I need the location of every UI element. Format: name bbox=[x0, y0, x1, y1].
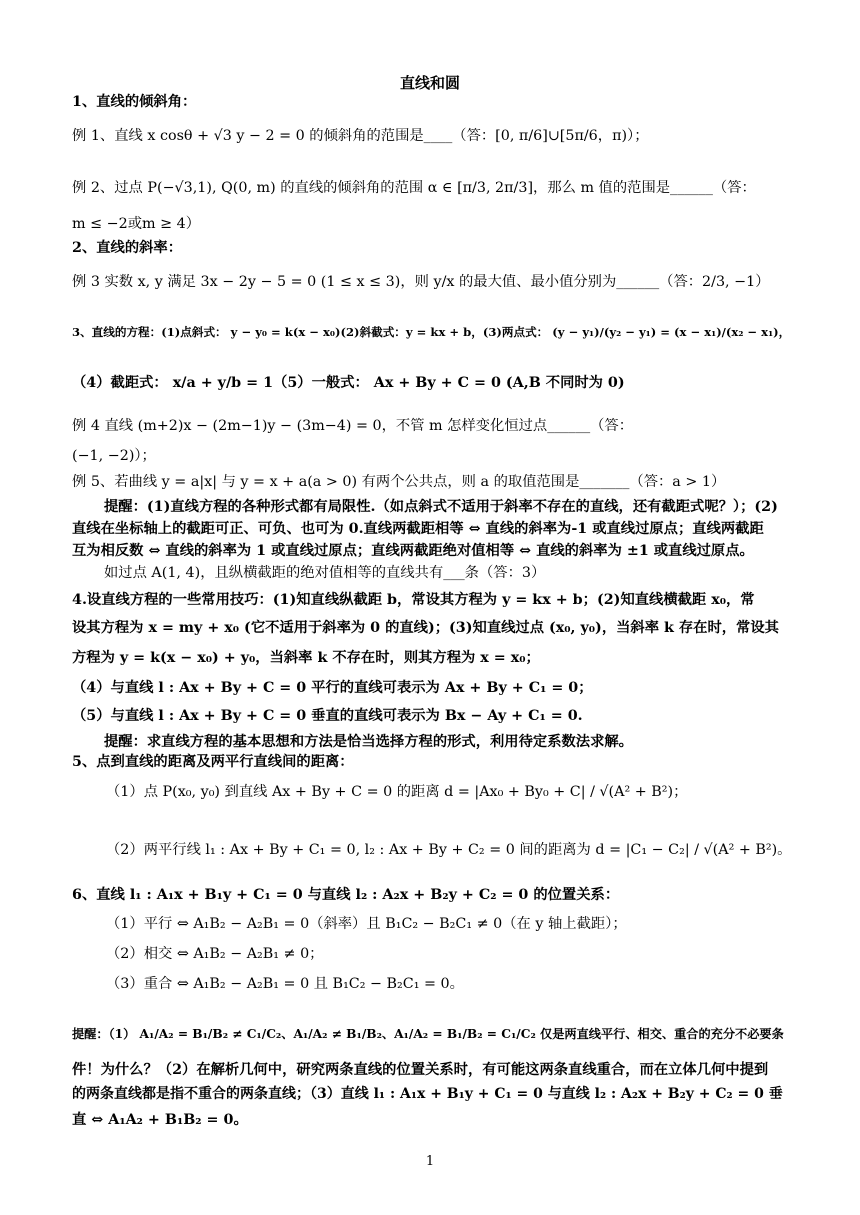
reminder-3-line-2: 件！为什么？（2）在解析几何中，研究两条直线的位置关系时，有可能这两条直线重合，而在立体几何中提到 bbox=[72, 1062, 769, 1078]
reminder-1-line-1: 提醒：(1)直线方程的各种形式都有局限性.（如点斜式不适用于斜率不存在的直线，还有截距式呢？）；(2) bbox=[104, 499, 778, 515]
section-4-line-1: 4.设直线方程的一些常用技巧：(1)知直线纵截距 b，常设其方程为 y = kx + b；(2)知直线横截距 x₀，常 bbox=[72, 592, 755, 608]
relation-intersect: （2）相交 ⇔ A₁B₂ − A₂B₁ ≠ 0； bbox=[106, 946, 324, 962]
example-2: 例 2、过点 P(−√3,1), Q(0, m) 的直线的倾斜角的范围 α ∈ [π/3, 2π/3]，那么 m 值的范围是______（答： bbox=[72, 180, 756, 196]
section-4-item-4: （4）与直线 l : Ax + By + C = 0 平行的直线可表示为 Ax + By + C₁ = 0； bbox=[72, 680, 593, 696]
page-title: 直线和圆 bbox=[399, 74, 460, 92]
reminder-3-line-1: 提醒：（1） A₁/A₂ = B₁/B₂ ≠ C₁/C₂、A₁/A₂ ≠ B₁/B₂、A₁/A₂ = B₁/B₂ = C₁/C₂ 仅是两直线平行、相交、重合的充分不必要条 bbox=[72, 1027, 784, 1041]
reminder-1-example: 如过点 A(1, 4)，且纵横截距的绝对值相等的直线共有___条（答：3） bbox=[104, 565, 546, 581]
section-5-heading: 5、点到直线的距离及两平行直线间的距离： bbox=[72, 754, 354, 770]
section-4-line-2: 设其方程为 x = my + x₀ (它不适用于斜率为 0 的直线)；(3)知直线过点 (x₀, y₀)，当斜率 k 存在时，常设其 bbox=[72, 620, 779, 636]
example-5: 例 5、若曲线 y = a|x| 与 y = x + a(a > 0) 有两个公共点，则 a 的取值范围是_______（答：a > 1） bbox=[72, 474, 726, 490]
parallel-lines-distance: （2）两平行线 l₁ : Ax + By + C₁ = 0, l₂ : Ax + By + C₂ = 0 间的距离为 d = |C₁ − C₂| / √(A² + B²)。 bbox=[106, 842, 792, 858]
section-4-line-3: 方程为 y = k(x − x₀) + y₀，当斜率 k 不存在时，则其方程为 x = x₀； bbox=[72, 650, 540, 666]
example-3: 例 3 实数 x, y 满足 3x − 2y − 5 = 0 (1 ≤ x ≤ 3)，则 y/x 的最大值、最小值分别为______（答：2/3, −1） bbox=[72, 274, 770, 290]
section-6-heading: 6、直线 l₁ : A₁x + B₁y + C₁ = 0 与直线 l₂ : A₂x + B₂y + C₂ = 0 的位置关系： bbox=[72, 887, 620, 903]
section-2-heading: 2、直线的斜率： bbox=[72, 240, 183, 256]
point-line-distance: （1）点 P(x₀, y₀) 到直线 Ax + By + C = 0 的距离 d = |Ax₀ + By₀ + C| / √(A² + B²)； bbox=[106, 784, 688, 800]
reminder-3-line-3: 的两条直线都是指不重合的两条直线；（3）直线 l₁ : A₁x + B₁y + C₁ = 0 与直线 l₂ : A₂x + B₂y + C₂ = 0 垂 bbox=[72, 1086, 783, 1102]
example-1: 例 1、直线 x cosθ + √3 y − 2 = 0 的倾斜角的范围是____（答：[0, π/6]∪[5π/6，π)）； bbox=[72, 128, 649, 144]
reminder-3-line-4: 直 ⇔ A₁A₂ + B₁B₂ = 0。 bbox=[72, 1112, 248, 1128]
section-4-item-5: （5）与直线 l : Ax + By + C = 0 垂直的直线可表示为 Bx − Ay + C₁ = 0. bbox=[72, 708, 583, 724]
reminder-2: 提醒：求直线方程的基本思想和方法是恰当选择方程的形式，利用待定系数法求解。 bbox=[104, 734, 633, 750]
section-3-forms: 3、直线的方程：(1)点斜式： y − y₀ = k(x − x₀)(2)斜截式：y = kx + b，(3)两点式： (y − y₁)/(y₂ − y₁) = (x − x₁)/(x₂ − x₁)， bbox=[72, 325, 791, 339]
reminder-1-line-2: 直线在坐标轴上的截距可正、可负、也可为 0.直线两截距相等 ⇔ 直线的斜率为-1 或直线过原点；直线两截距 bbox=[72, 521, 764, 537]
section-3-forms-continued: （4）截距式： x/a + y/b = 1（5）一般式： Ax + By + C = 0 (A,B 不同时为 0) bbox=[72, 375, 625, 391]
example-4-answer: (−1, −2)）； bbox=[72, 448, 156, 464]
page-number: 1 bbox=[425, 1154, 435, 1169]
example-4: 例 4 直线 (m+2)x − (2m−1)y − (3m−4) = 0，不管 m 怎样变化恒过点______（答： bbox=[72, 418, 634, 434]
section-1-heading: 1、直线的倾斜角： bbox=[72, 94, 197, 110]
example-2-answer: m ≤ −2或m ≥ 4） bbox=[72, 216, 201, 232]
relation-coincide: （3）重合 ⇔ A₁B₂ − A₂B₁ = 0 且 B₁C₂ − B₂C₁ = 0。 bbox=[106, 976, 464, 992]
reminder-1-line-3: 互为相反数 ⇔ 直线的斜率为 1 或直线过原点；直线两截距绝对值相等 ⇔ 直线的斜率为 ±1 或直线过原点。 bbox=[72, 543, 754, 559]
relation-parallel: （1）平行 ⇔ A₁B₂ − A₂B₁ = 0（斜率）且 B₁C₂ − B₂C₁ ≠ 0（在 y 轴上截距）； bbox=[106, 916, 627, 932]
